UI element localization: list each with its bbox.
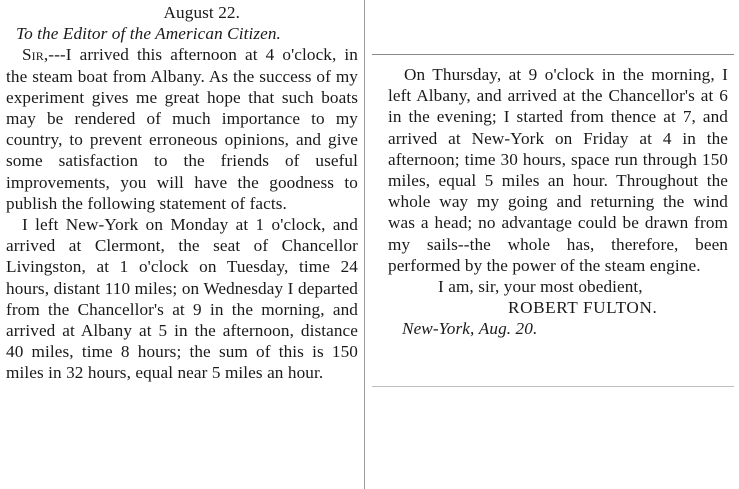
column-top-rule (372, 54, 734, 55)
letter-paragraph-1 (6, 44, 358, 214)
left-column (6, 2, 358, 384)
closing-line: I am, sir, your most obedient, (438, 277, 643, 297)
letter-date: Aug. 20. (478, 319, 538, 339)
place: New-York, (402, 319, 475, 339)
place-date-line (402, 318, 728, 339)
column-bottom-rule (372, 386, 734, 387)
column-divider (364, 0, 365, 489)
dateline: August 22. (163, 3, 240, 22)
editor-address: To the Editor of the American Citizen. (16, 24, 281, 44)
paragraph-1-text: ---I arrived this afternoon at 4 o'clock, in the steam boat from Albany. As the success of my experiment gives me great hope that such boats may be rendered of much importance to my country, to prevent erroneous opinions, and give some satisfaction to the friends of useful improvements, you will have the goodness to publish the following statement of facts. (6, 45, 358, 213)
letter-paragraph-2: I left New-York on Monday at 1 o'clock, and arrived at Clermont, the seat of Chancellor Livingston, at 1 o'clock on Tuesday, time 24 hours, distant 110 miles; on Wednesday I departed from the Chancellor's at 9 in the morning, and arrived at Albany at 5 in the afternoon, distance 40 miles, time 8 hours; the sum of this is 150 miles in 32 hours, equal near 5 miles an hour. (6, 215, 358, 383)
letter-paragraph-3: On Thursday, at 9 o'clock in the morning, I left Albany, and arrived at the Chancellor's at 6 in the evening; I started from thence at 7, and arrived at New-York on Friday at 4 in the afternoon; time 30 hours, space run through 150 miles, equal 5 miles an hour. Throughout the whole way my going and returning the wind was a head; no advantage could be drawn from my sails--the whole has, therefore, been performed by the power of the steam engine. (388, 65, 728, 275)
signature: ROBERT FULTON. (508, 298, 658, 318)
salutation: Sir, (22, 45, 49, 65)
right-column (388, 64, 728, 340)
